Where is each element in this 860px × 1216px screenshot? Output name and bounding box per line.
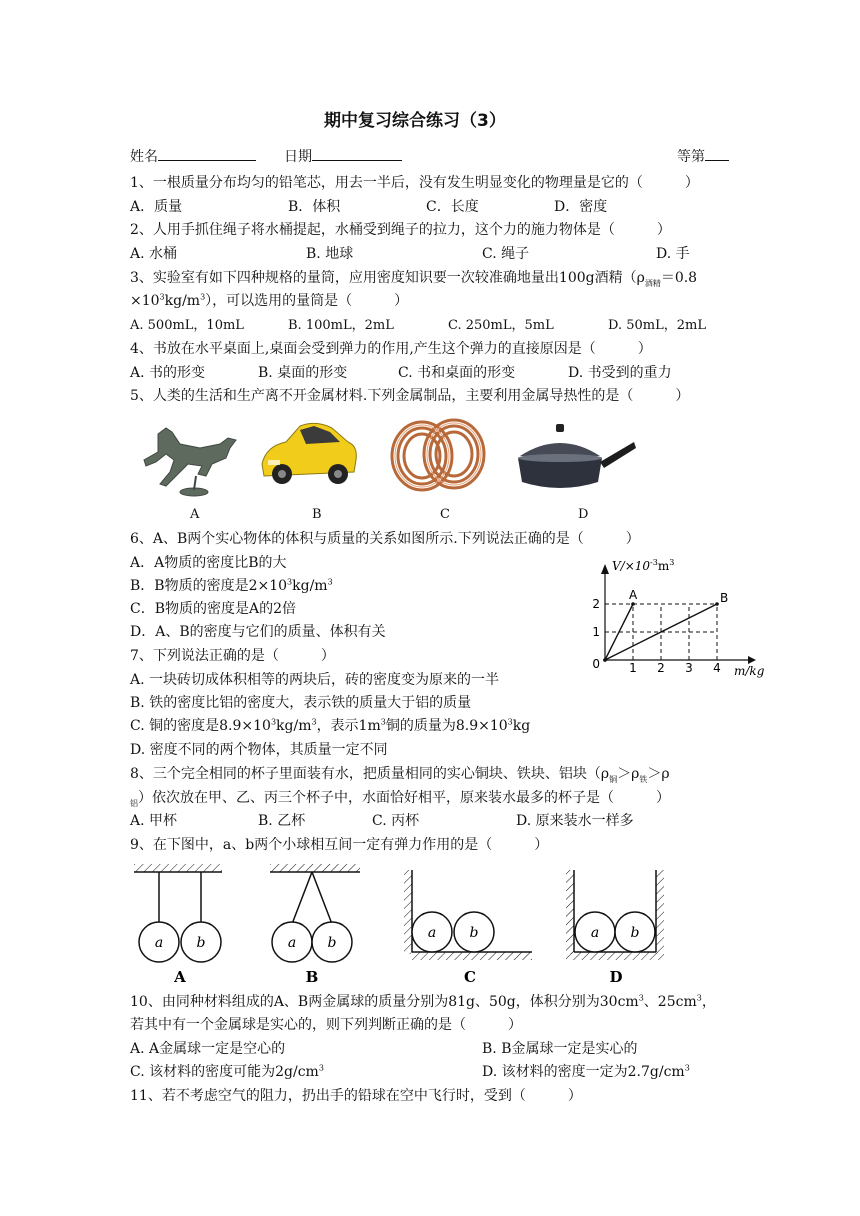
q7-option-d[interactable]: D. 密度不同的两个物体，其质量一定不同	[130, 742, 388, 758]
line-a-label: A	[629, 588, 638, 602]
y-axis-exponent: -3	[650, 558, 658, 567]
q3-text-3: ×10	[130, 293, 160, 309]
q1-option-d[interactable]: D．密度	[554, 199, 608, 215]
diagram-d-ball-a: a	[590, 925, 600, 941]
q1-option-a[interactable]: A．质量	[130, 199, 183, 215]
q7-c-text-1: C. 铜的密度是8.9×10	[130, 718, 271, 734]
q7-c-text-2: kg/m	[276, 718, 312, 734]
y-tick-2: 2	[592, 597, 600, 611]
y-tick-labels	[592, 597, 600, 639]
diagram-d[interactable]	[566, 870, 664, 960]
diagram-a[interactable]	[134, 864, 222, 962]
q8-option-a[interactable]: A. 甲杯	[130, 813, 178, 829]
q3-option-b[interactable]: B. 100mL，2mL	[288, 318, 394, 333]
q7-c-sup-2: 3	[311, 717, 317, 727]
q10-d-text: D. 该材料的密度一定为2.7g/cm	[482, 1064, 685, 1080]
diagram-b-ball-b: b	[327, 935, 337, 951]
q6-b-sup-2: 3	[327, 577, 333, 587]
q1-option-b[interactable]: B．体积	[288, 199, 341, 215]
q8-sub-iron: 铁	[639, 774, 648, 784]
y-tick-1: 1	[592, 625, 600, 639]
volume-mass-graph	[588, 556, 774, 680]
q6-b-text-1: B．B物质的密度是2×10	[130, 578, 288, 594]
q7-c-sup-4: 3	[507, 717, 513, 727]
q7-option-a[interactable]: A. 一块砖切成体积相等的两块后，砖的密度变为原来的一半	[130, 672, 500, 688]
q7-c-text-5: kg	[512, 718, 531, 734]
diagram-a-ball-a: a	[154, 935, 164, 951]
x-tick-2: 2	[657, 661, 665, 675]
q10-option-a[interactable]: A. A金属球一定是空心的	[130, 1041, 286, 1057]
q1-option-c[interactable]: C．长度	[426, 199, 479, 215]
date-blank[interactable]	[312, 146, 402, 161]
q6-option-a[interactable]: A．A物质的密度比B的大	[130, 555, 287, 571]
q10-text-3: ，	[701, 994, 716, 1010]
q8-option-b[interactable]: B. 乙杯	[258, 813, 306, 829]
series-b-point	[715, 602, 719, 606]
question-3-stem-line2	[130, 292, 408, 310]
q6-b-text-2: kg/m	[292, 578, 328, 594]
bronze-horse-image[interactable]	[136, 414, 244, 498]
name-field	[130, 146, 256, 166]
diagram-a-ball-b: b	[196, 935, 206, 951]
q10-text-1: 10、由同种材料组成的A、B两金属球的质量分别为81g、50g，体积分别为30cm	[130, 994, 639, 1010]
date-field	[284, 146, 402, 166]
q8-text-3: ＞ρ	[647, 766, 670, 782]
question-8-stem-line2	[130, 789, 670, 807]
diagram-label-c: C	[464, 968, 476, 986]
q10-option-c[interactable]	[130, 1063, 324, 1081]
q7-c-sup-1: 3	[270, 717, 277, 727]
y-axis-title	[612, 558, 674, 573]
frying-pan-image[interactable]	[512, 422, 638, 496]
y-axis-arrow-icon	[601, 564, 609, 574]
q4-option-b[interactable]: B. 桌面的形变	[258, 365, 348, 381]
q5-label-c[interactable]: C	[440, 507, 450, 522]
q2-option-b[interactable]: B. 地球	[306, 246, 354, 262]
q4-option-c[interactable]: C. 书和桌面的形变	[398, 365, 516, 381]
q3-text-2: ＝0.8	[660, 270, 698, 286]
x-axis-title: m/kg	[734, 664, 765, 678]
q8-text-1: 8、三个完全相同的杯子里面装有水，把质量相同的实心铜块、铁块、铝块（ρ	[130, 766, 610, 782]
q2-option-c[interactable]: C. 绳子	[482, 246, 530, 262]
name-blank[interactable]	[158, 146, 256, 161]
q8-text-2: ＞ρ	[617, 766, 640, 782]
copper-wire-coil-image[interactable]	[384, 414, 490, 494]
q7-option-c[interactable]	[130, 717, 530, 735]
question-5-stem: 5、人类的生活和生产离不开金属材料.下列金属制品，主要利用金属导热性的是（ ）	[130, 388, 690, 404]
q3-text-1: 3、实验室有如下四种规格的量筒，应用密度知识要一次较准确地量出100g酒精（ρ	[130, 270, 645, 286]
q3-sup-2: 3	[200, 292, 206, 302]
x-tick-1: 1	[629, 661, 637, 675]
question-8-stem-line1	[130, 765, 670, 783]
q7-c-sup-3: 3	[380, 717, 386, 727]
q8-option-d[interactable]: D. 原来装水一样多	[516, 813, 634, 829]
series-a-point	[631, 602, 635, 606]
question-4-stem: 4、书放在水平桌面上,桌面会受到弹力的作用,产生这个弹力的直接原因是（ ）	[130, 341, 652, 357]
sports-car-image[interactable]	[256, 416, 360, 490]
q6-option-c[interactable]: C．B物质的密度是A的2倍	[130, 601, 297, 617]
diagram-label-a: A	[174, 968, 186, 986]
grade-field	[677, 146, 729, 166]
q7-c-text-3: ，表示1m	[316, 718, 381, 734]
question-10-stem-line1	[130, 993, 716, 1011]
diagram-c[interactable]	[404, 870, 532, 960]
diagram-c-ball-b: b	[469, 925, 479, 941]
q5-label-b[interactable]: B	[312, 507, 322, 522]
diagram-b-ball-a: a	[287, 935, 297, 951]
q7-option-b[interactable]: B. 铁的密度比铝的密度大，表示铁的质量大于铝的质量	[130, 695, 472, 711]
q10-c-sup: 3	[318, 1063, 324, 1073]
question-2-stem: 2、人用手抓住绳子将水桶提起，水桶受到绳子的拉力，这个力的施力物体是（ ）	[130, 222, 671, 238]
q3-option-d[interactable]: D. 50mL，2mL	[608, 318, 706, 333]
q2-option-a[interactable]: A. 水桶	[130, 246, 178, 262]
question-1-stem: 1、一根质量分布均匀的铅笔芯，用去一半后，没有发生明显变化的物理量是它的（ ）	[130, 175, 699, 191]
q8-option-c[interactable]: C. 丙杯	[372, 813, 420, 829]
q10-sup-2: 3	[696, 993, 702, 1003]
q10-d-sup: 3	[684, 1063, 690, 1073]
y-axis-unit: m	[657, 559, 670, 573]
q10-option-d[interactable]	[482, 1063, 690, 1081]
q6-option-b[interactable]	[130, 577, 333, 595]
question-11-stem: 11、若不考虑空气的阻力，扔出手的铅球在空中飞行时，受到（ ）	[130, 1088, 582, 1104]
q4-option-a[interactable]: A. 书的形变	[130, 365, 206, 381]
series-b-point	[603, 658, 607, 662]
question-9-stem: 9、在下图中，a、b两个小球相互间一定有弹力作用的是（ ）	[130, 837, 549, 853]
q8-sub-aluminum: 铝	[130, 798, 138, 808]
q8-sub-copper: 铜	[609, 774, 618, 784]
q10-text-2: 、25cm	[643, 994, 697, 1010]
q5-label-a[interactable]: A	[190, 507, 200, 522]
q10-c-text: C. 该材料的密度可能为2g/cm	[130, 1064, 319, 1080]
question-3-stem-line1	[130, 269, 697, 287]
date-label: 日期	[284, 149, 312, 165]
q6-b-sup-1: 3	[287, 577, 293, 587]
x-tick-4: 4	[713, 661, 721, 675]
grade-blank[interactable]	[705, 146, 729, 161]
origin-label: 0	[592, 657, 600, 671]
q8-text-4: ）依次放在甲、乙、丙三个杯子中，水面恰好相平，原来装水最多的杯子是（ ）	[138, 790, 670, 806]
y-axis-name: V/×10	[612, 559, 651, 573]
q3-sub-alcohol: 酒精	[644, 278, 661, 288]
q3-text-4: kg/m	[164, 293, 201, 309]
q5-label-d[interactable]: D	[578, 507, 589, 522]
q3-text-5: ），可以选用的量筒是（ ）	[205, 293, 409, 309]
grade-label: 等第	[677, 149, 705, 165]
x-tick-3: 3	[685, 661, 693, 675]
y-axis-unit-exponent: 3	[669, 558, 675, 567]
q10-sup-1: 3	[638, 993, 644, 1003]
q3-option-c[interactable]: C. 250mL，5mL	[448, 318, 554, 333]
ball-contact-diagrams	[130, 860, 670, 986]
diagram-b[interactable]	[270, 864, 360, 962]
x-axis-arrow-icon	[748, 656, 756, 664]
question-7-stem: 7、下列说法正确的是（ ）	[130, 648, 335, 664]
diagram-label-b: B	[305, 968, 319, 986]
q7-c-text-4: 铜的质量为8.9×10	[385, 718, 508, 734]
q6-option-d[interactable]: D．A、B的密度与它们的质量、体积有关	[130, 624, 386, 640]
q2-option-d[interactable]: D. 手	[656, 246, 690, 262]
q3-option-a[interactable]: A. 500mL，10mL	[130, 318, 244, 333]
q4-option-d[interactable]: D. 书受到的重力	[568, 365, 672, 381]
question-6-stem: 6、A、B两个实心物体的体积与质量的关系如图所示.下列说法正确的是（ ）	[130, 531, 640, 547]
name-label: 姓名	[130, 149, 158, 165]
diagram-d-ball-b: b	[630, 925, 640, 941]
line-b-label: B	[720, 591, 729, 605]
x-tick-labels	[629, 661, 721, 675]
diagram-c-ball-a: a	[427, 925, 437, 941]
q3-sup-1: 3	[159, 292, 165, 302]
diagram-label-d: D	[609, 968, 623, 986]
question-10-stem-line2: 若其中有一个金属球是实心的，则下列判断正确的是（ ）	[130, 1017, 522, 1033]
page-title: 期中复习综合练习（3）	[324, 111, 506, 131]
q10-option-b[interactable]: B. B金属球一定是实心的	[482, 1041, 638, 1057]
